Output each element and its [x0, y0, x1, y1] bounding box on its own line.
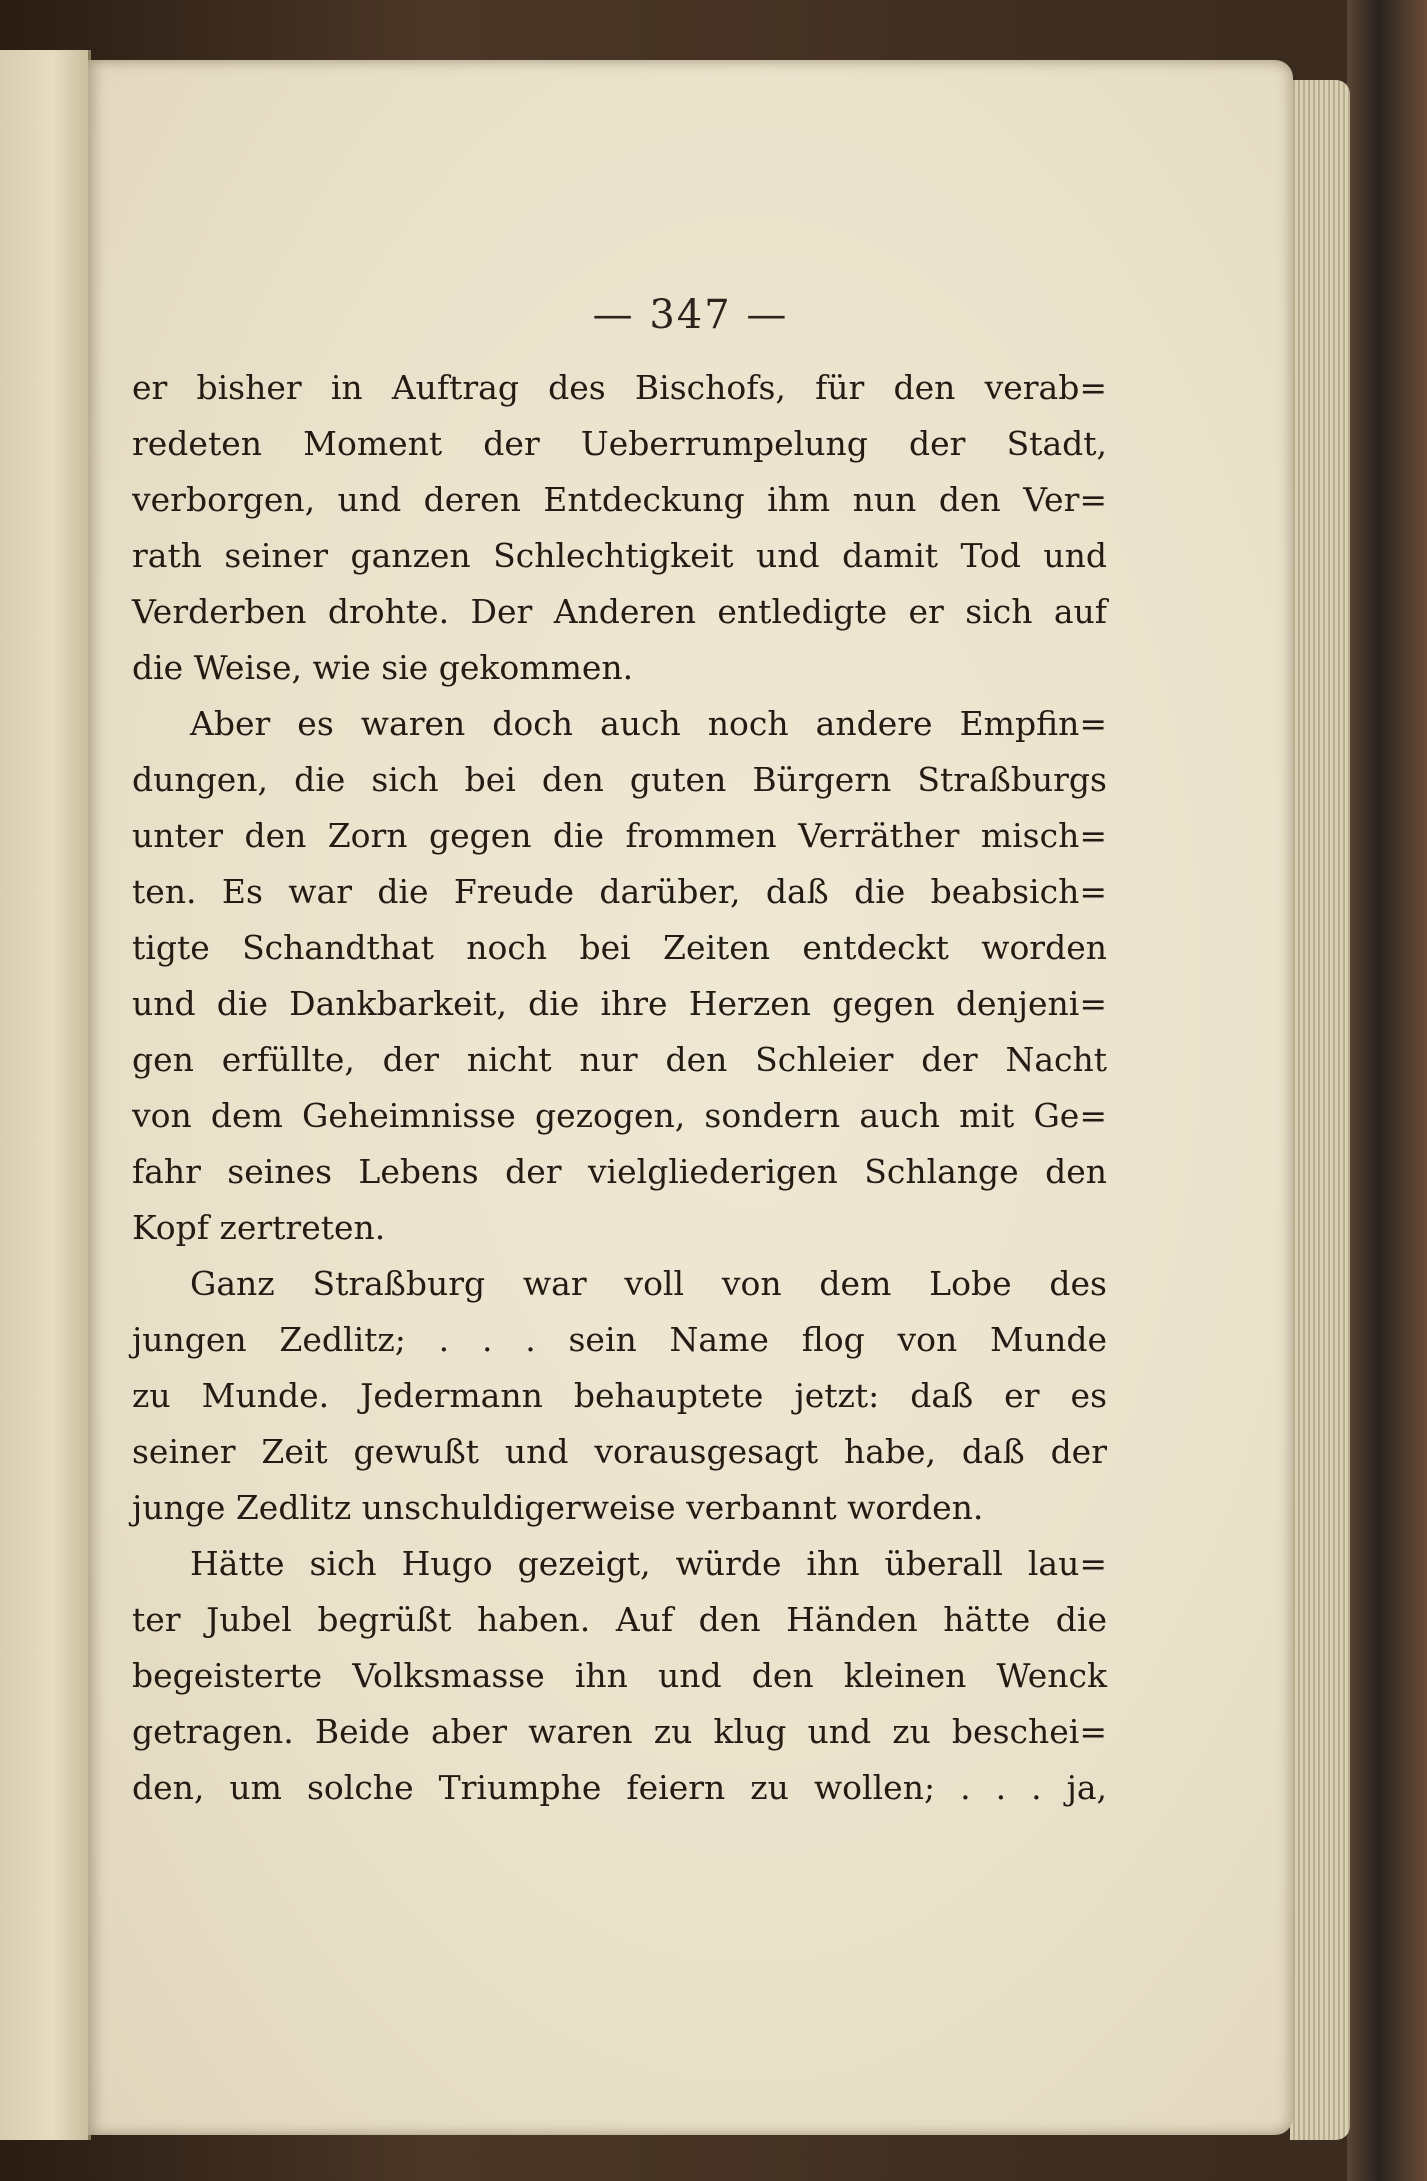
- text-line: unter den Zorn gegen die frommen Verräther misch=: [132, 816, 1107, 855]
- page-number: — 347 —: [592, 292, 789, 338]
- text-line: die Weise, wie sie gekommen.: [132, 648, 634, 687]
- text-line: jungen Zedlitz; . . . sein Name flog von Munde: [132, 1320, 1107, 1359]
- text-line: Aber es waren doch auch noch andere Empfin=: [190, 704, 1107, 743]
- page-stack-edges: [1290, 80, 1350, 2140]
- text-line: tigte Schandthat noch bei Zeiten entdeckt worden: [132, 928, 1107, 967]
- text-line: redeten Moment der Ueberrumpelung der Stadt,: [132, 424, 1107, 463]
- text-line: ter Jubel begrüßt haben. Auf den Händen hätte die: [132, 1600, 1107, 1639]
- text-line: von dem Geheimnisse gezogen, sondern auch mit Ge=: [132, 1096, 1107, 1135]
- text-line: gen erfüllte, der nicht nur den Schleier der Nacht: [132, 1040, 1107, 1079]
- book-cover-edge: [1347, 0, 1427, 2181]
- text-line: rath seiner ganzen Schlechtigkeit und damit Tod und: [132, 536, 1107, 575]
- text-line: den, um solche Triumphe feiern zu wollen; . . . ja,: [132, 1768, 1107, 1807]
- text-line: seiner Zeit gewußt und vorausgesagt habe, daß der: [132, 1432, 1107, 1471]
- text-line: Ganz Straßburg war voll von dem Lobe des: [190, 1264, 1107, 1303]
- text-line: dungen, die sich bei den guten Bürgern Straßburgs: [132, 760, 1107, 799]
- text-line: er bisher in Auftrag des Bischofs, für den verab=: [132, 368, 1107, 407]
- body-text: [132, 360, 1107, 1816]
- text-line: Hätte sich Hugo gezeigt, würde ihn überall lau=: [190, 1544, 1107, 1583]
- text-line: und die Dankbarkeit, die ihre Herzen gegen denjeni=: [132, 984, 1107, 1023]
- text-line: ten. Es war die Freude darüber, daß die beabsich=: [132, 872, 1107, 911]
- text-line: begeisterte Volksmasse ihn und den kleinen Wenck: [132, 1656, 1107, 1695]
- text-line: Verderben drohte. Der Anderen entledigte er sich auf: [132, 592, 1107, 631]
- text-line: getragen. Beide aber waren zu klug und zu beschei=: [132, 1712, 1107, 1751]
- text-line: zu Munde. Jedermann behauptete jetzt: daß er es: [132, 1376, 1107, 1415]
- text-line: junge Zedlitz unschuldigerweise verbannt worden.: [132, 1488, 984, 1527]
- left-page-edge: [0, 50, 91, 2140]
- text-line: Kopf zertreten.: [132, 1208, 386, 1247]
- text-line: fahr seines Lebens der vielgliederigen Schlange den: [132, 1152, 1107, 1191]
- text-line: verborgen, und deren Entdeckung ihm nun den Ver=: [132, 480, 1107, 519]
